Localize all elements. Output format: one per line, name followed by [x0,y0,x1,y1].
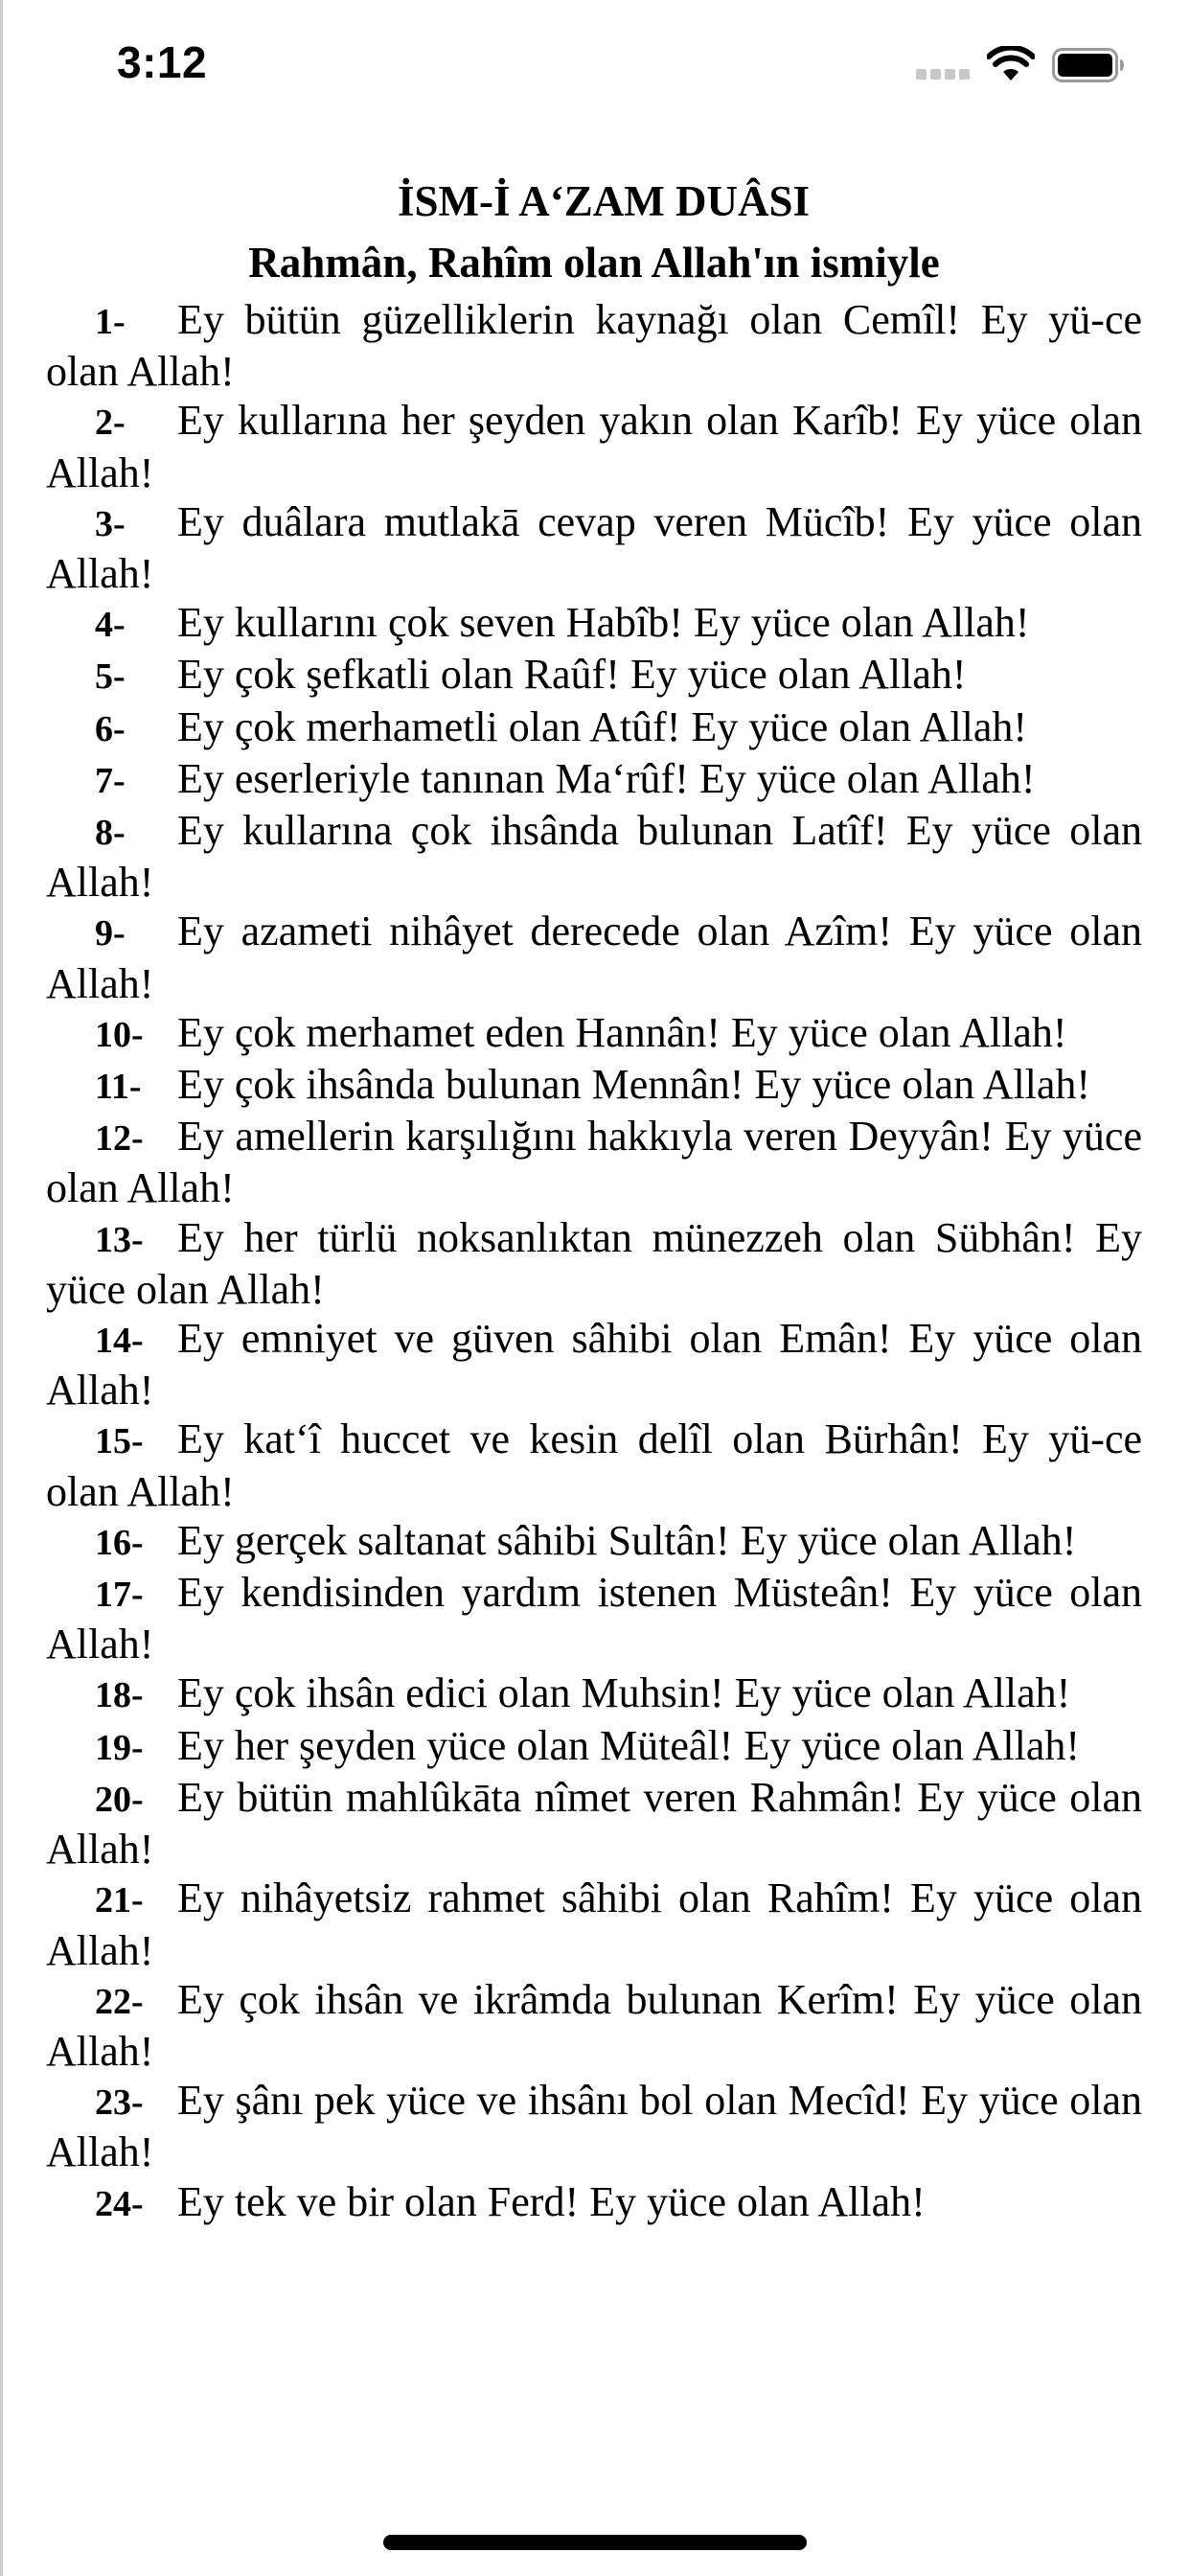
prayer-item [46,1008,1142,1060]
prayer-item-number: 16- [95,1522,144,1563]
prayer-item [46,1668,1142,1720]
prayer-item-text: Ey nihâyetsiz rahmet sâhibi olan Rahîm! Ey yüce olan Allah! [46,1874,1142,1974]
prayer-item [46,1975,1142,2076]
prayer-item-number: 19- [95,1727,144,1768]
prayer-item-text: Ey şânı pek yüce ve ihsânı bol olan Mecîd! Ey yüce olan Allah! [46,2077,1142,2176]
prayer-item-text: Ey gerçek saltanat sâhibi Sultân! Ey yüce olan Allah! [177,1516,1077,1564]
prayer-item-number: 5- [95,656,126,698]
prayer-item-number: 21- [95,1880,144,1921]
prayer-item-number: 8- [95,813,126,854]
prayer-item [46,1213,1142,1314]
prayer-item-text: Ey duâlara mutlakā cevap veren Mücîb! Ey yüce olan Allah! [46,497,1142,598]
prayer-item [46,1060,1142,1112]
prayer-item-number: 15- [95,1421,144,1462]
prayer-item [46,806,1142,907]
prayer-item-text: Ey çok merhamet eden Hannân! Ey yüce olan Allah! [177,1008,1067,1056]
prayer-item [46,754,1142,806]
prayer-item [46,650,1142,702]
prayer-item [46,2076,1142,2176]
status-bar [0,0,1190,129]
prayer-item-number: 22- [95,1981,144,2022]
prayer-item-text: Ey çok şefkatli olan Raûf! Ey yüce olan Allah! [177,651,967,699]
prayer-item-number: 12- [95,1118,144,1160]
prayer-item-text: Ey kat‘î huccet ve kesin delîl olan Bürhân! Ey yü-ce olan Allah! [46,1415,1142,1515]
prayer-item [46,1721,1142,1773]
prayer-item [46,1314,1142,1414]
prayer-item [46,396,1142,496]
prayer-item-number: 14- [95,1321,144,1362]
prayer-item [46,295,1142,396]
prayer-item [46,1414,1142,1515]
battery-icon [1052,48,1125,82]
prayer-item-text: Ey eserleriyle tanınan Ma‘rûf! Ey yüce olan Allah! [177,754,1036,802]
prayer-item-text: Ey kullarına her şeyden yakın olan Karîb! Ey yüce olan Allah! [46,397,1142,496]
prayer-item-number: 18- [95,1675,144,1716]
prayer-item-number: 11- [95,1067,142,1108]
document-subtitle: Rahmân, Rahîm olan Allah'ın ismiyle [248,239,940,287]
prayer-item-number: 1- [95,302,126,342]
prayer-item-text: Ey kullarına çok ihsânda bulunan Latîf! Ey yüce olan Allah! [46,807,1142,907]
prayer-item [46,1516,1142,1568]
prayer-item-text: Ey tek ve bir olan Ferd! Ey yüce olan Allah! [177,2177,926,2225]
prayer-item-number: 9- [95,913,126,954]
prayer-item-text: Ey çok ihsân ve ikrâmda bulunan Kerîm! Ey yüce olan Allah! [46,1975,1142,2075]
prayer-item-number: 17- [95,1575,144,1616]
screen-left-edge [0,0,3,2576]
prayer-item-text: Ey çok ihsânda bulunan Mennân! Ey yüce olan Allah! [177,1061,1091,1109]
prayer-item-text: Ey bütün güzelliklerin kaynağı olan Cemîl! Ey yü-ce olan Allah! [46,296,1142,396]
prayer-item [46,598,1142,650]
prayer-item-number: 7- [95,760,126,801]
prayer-item-text: Ey azameti nihâyet derecede olan Azîm! Ey yüce olan Allah! [46,908,1142,1007]
prayer-item-text: Ey her türlü noksanlıktan münezzeh olan Sübhân! Ey yüce olan Allah! [46,1213,1142,1313]
prayer-item-number: 20- [95,1779,144,1820]
document-content [46,171,1142,2229]
cellular-signal-icon [916,69,972,80]
prayer-item-text: Ey emniyet ve güven sâhibi olan Emân! Ey yüce olan Allah! [46,1315,1142,1414]
prayer-item-text: Ey kullarını çok seven Habîb! Ey yüce olan Allah! [177,599,1030,647]
prayer-item-number: 6- [95,708,126,749]
prayer-item [46,702,1142,754]
wifi-icon [987,46,1035,82]
prayer-item [46,1568,1142,1668]
prayer-item [46,907,1142,1007]
prayer-list [46,295,1142,2229]
prayer-item-number: 3- [95,503,126,544]
prayer-item-number: 4- [95,605,126,646]
home-indicator[interactable] [383,2535,807,2550]
prayer-item-number: 10- [95,1014,144,1055]
prayer-item-text: Ey bütün mahlûkāta nîmet veren Rahmân! Ey yüce olan Allah! [46,1773,1142,1874]
prayer-item [46,2177,1142,2229]
document-title: İSM-İ A‘ZAM DUÂSI [397,177,811,225]
prayer-item [46,1773,1142,1874]
prayer-item-text: Ey çok merhametli olan Atûf! Ey yüce olan Allah! [177,702,1028,750]
prayer-item [46,1874,1142,1974]
prayer-item [46,497,1142,598]
status-time: 3:12 [117,37,208,87]
prayer-item-text: Ey çok ihsân edici olan Muhsin! Ey yüce olan Allah! [177,1669,1071,1717]
prayer-item-text: Ey her şeyden yüce olan Müteâl! Ey yüce olan Allah! [177,1721,1081,1769]
prayer-item-text: Ey amellerin karşılığını hakkıyla veren Deyyân! Ey yüce olan Allah! [46,1113,1142,1212]
prayer-item-number: 2- [95,402,126,444]
prayer-item-number: 24- [95,2183,144,2224]
prayer-item-text: Ey kendisinden yardım istenen Müsteân! Ey yüce olan Allah! [46,1569,1142,1668]
prayer-item-number: 13- [95,1219,144,1260]
prayer-item [46,1112,1142,1212]
prayer-item-number: 23- [95,2082,144,2124]
